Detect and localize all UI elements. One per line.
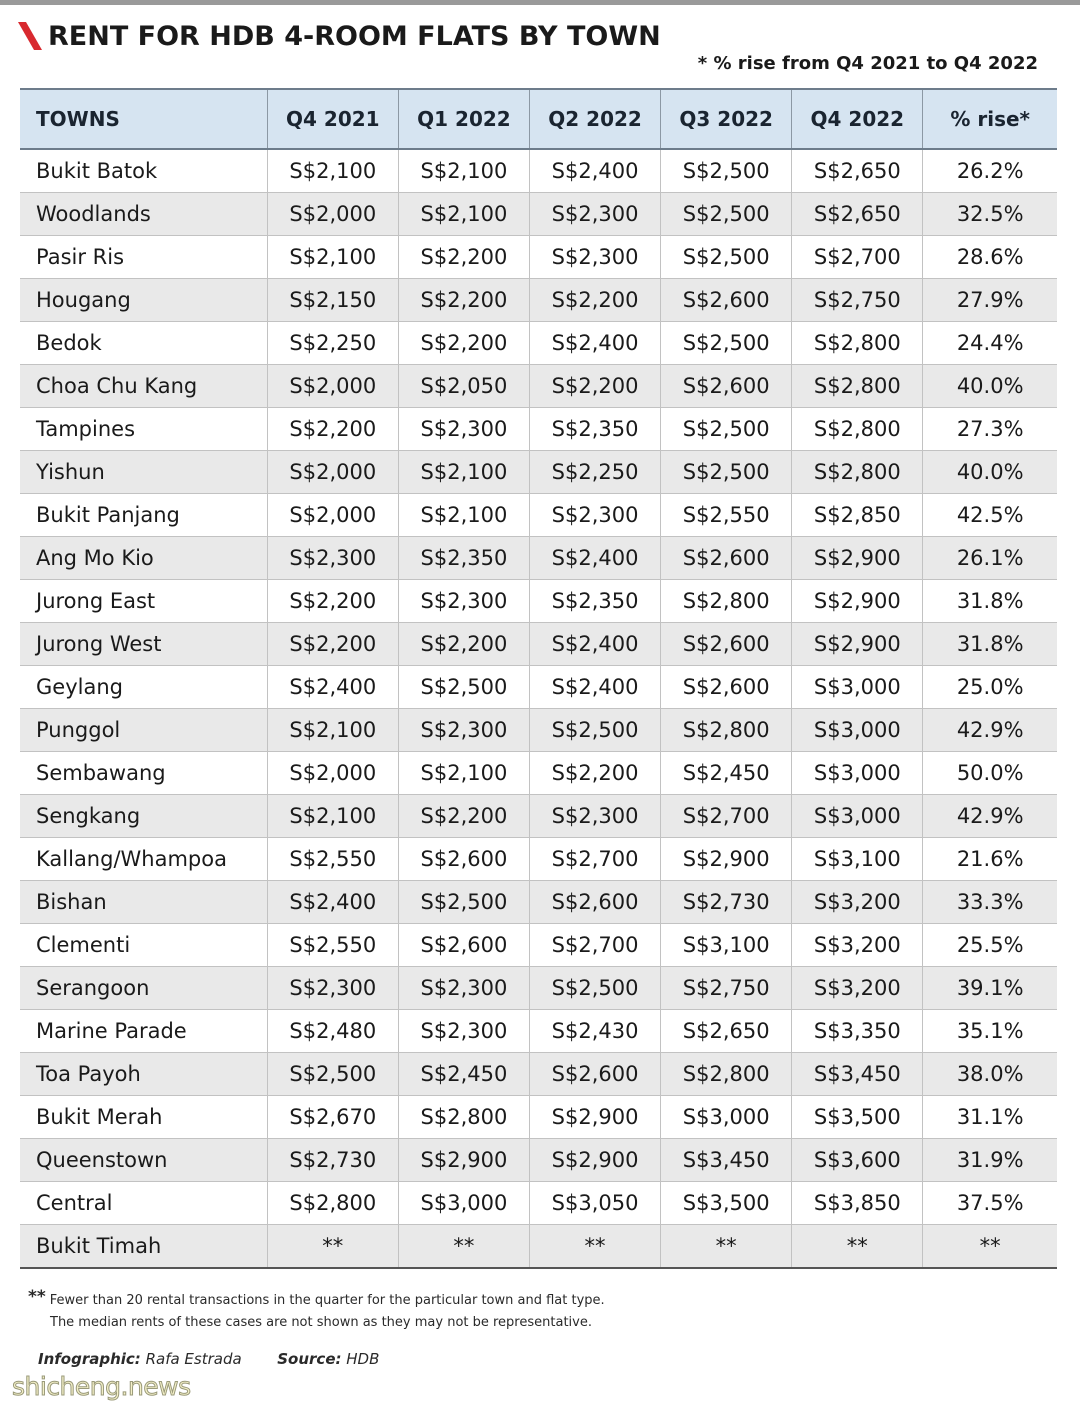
rent-cell: S$2,800 xyxy=(661,709,792,752)
rise-percent-cell: 25.5% xyxy=(923,924,1057,967)
top-rule xyxy=(0,0,1080,5)
rent-cell: S$2,400 xyxy=(267,881,398,924)
rise-percent-cell: 50.0% xyxy=(923,752,1057,795)
rent-cell: S$2,300 xyxy=(529,236,660,279)
table-row xyxy=(20,1053,1057,1096)
rent-cell: S$2,250 xyxy=(267,322,398,365)
town-name-cell: Tampines xyxy=(20,408,267,451)
table-row xyxy=(20,967,1057,1010)
town-name-cell: Serangoon xyxy=(20,967,267,1010)
town-name-cell: Marine Parade xyxy=(20,1010,267,1053)
table-row xyxy=(20,924,1057,967)
rent-cell: S$2,000 xyxy=(267,193,398,236)
source-label: Source: xyxy=(277,1350,342,1368)
rent-cell: S$2,800 xyxy=(792,408,923,451)
column-header: Q2 2022 xyxy=(529,89,660,149)
rent-cell: S$2,800 xyxy=(661,1053,792,1096)
rise-percent-cell: 42.9% xyxy=(923,709,1057,752)
rent-cell: S$3,450 xyxy=(792,1053,923,1096)
rent-cell: S$3,200 xyxy=(792,881,923,924)
rent-cell: S$2,100 xyxy=(398,149,529,193)
table-row xyxy=(20,881,1057,924)
town-name-cell: Jurong East xyxy=(20,580,267,623)
rent-cell: S$2,400 xyxy=(267,666,398,709)
rent-cell: S$2,800 xyxy=(792,365,923,408)
rent-cell: S$2,200 xyxy=(529,365,660,408)
rise-percent-cell: 31.8% xyxy=(923,580,1057,623)
rent-cell: S$3,100 xyxy=(792,838,923,881)
table-row xyxy=(20,236,1057,279)
rent-cell: S$2,800 xyxy=(792,451,923,494)
rent-cell: S$2,900 xyxy=(792,623,923,666)
title-block xyxy=(18,16,661,56)
rent-cell: S$2,000 xyxy=(267,752,398,795)
table-header-row xyxy=(20,89,1057,149)
town-name-cell: Hougang xyxy=(20,279,267,322)
rent-cell: S$2,100 xyxy=(267,236,398,279)
column-header-towns: TOWNS xyxy=(20,89,267,149)
rent-cell: S$2,650 xyxy=(792,149,923,193)
rent-cell: S$2,300 xyxy=(398,967,529,1010)
page-title: RENT FOR HDB 4-ROOM FLATS BY TOWN xyxy=(48,20,661,52)
rent-cell: S$3,000 xyxy=(792,752,923,795)
rent-cell: S$2,700 xyxy=(661,795,792,838)
rent-cell: S$2,500 xyxy=(661,451,792,494)
rent-cell: S$2,300 xyxy=(398,408,529,451)
credits xyxy=(38,1350,379,1368)
rent-cell: ** xyxy=(529,1225,660,1269)
column-header: Q4 2022 xyxy=(792,89,923,149)
rise-percent-cell: 40.0% xyxy=(923,365,1057,408)
footnote-line-2: The median rents of these cases are not shown as they may not be representative. xyxy=(50,1315,592,1330)
table-row xyxy=(20,537,1057,580)
rise-percent-cell: 26.2% xyxy=(923,149,1057,193)
rise-percent-cell: 24.4% xyxy=(923,322,1057,365)
rent-cell: S$3,000 xyxy=(792,795,923,838)
rent-cell: S$2,430 xyxy=(529,1010,660,1053)
rent-cell: S$2,200 xyxy=(398,322,529,365)
rent-cell: S$2,900 xyxy=(529,1096,660,1139)
town-name-cell: Bukit Merah xyxy=(20,1096,267,1139)
town-name-cell: Bukit Panjang xyxy=(20,494,267,537)
rent-cell: S$2,300 xyxy=(398,1010,529,1053)
rent-cell: S$2,600 xyxy=(529,881,660,924)
rise-percent-cell: 40.0% xyxy=(923,451,1057,494)
rent-cell: S$3,000 xyxy=(792,666,923,709)
rent-cell: S$2,400 xyxy=(529,537,660,580)
footnote-marker: ** xyxy=(28,1287,46,1307)
rent-cell: S$2,000 xyxy=(267,365,398,408)
rent-cell: S$2,900 xyxy=(792,537,923,580)
rent-cell: S$2,600 xyxy=(398,924,529,967)
rise-percent-cell: 27.3% xyxy=(923,408,1057,451)
rent-cell: S$2,730 xyxy=(267,1139,398,1182)
column-header: % rise* xyxy=(923,89,1057,149)
rent-cell: S$2,550 xyxy=(661,494,792,537)
table-row xyxy=(20,838,1057,881)
rent-cell: S$2,000 xyxy=(267,494,398,537)
rent-cell: S$2,800 xyxy=(661,580,792,623)
town-name-cell: Pasir Ris xyxy=(20,236,267,279)
rent-cell: S$2,900 xyxy=(792,580,923,623)
rise-percent-cell: ** xyxy=(923,1225,1057,1269)
town-name-cell: Toa Payoh xyxy=(20,1053,267,1096)
rent-cell: S$2,100 xyxy=(398,752,529,795)
rent-cell: S$3,450 xyxy=(661,1139,792,1182)
rent-cell: S$2,100 xyxy=(398,494,529,537)
rise-percent-cell: 31.1% xyxy=(923,1096,1057,1139)
rent-cell: S$2,300 xyxy=(398,709,529,752)
rent-cell: S$2,200 xyxy=(398,279,529,322)
town-name-cell: Punggol xyxy=(20,709,267,752)
rent-cell: S$2,600 xyxy=(661,537,792,580)
rent-cell: S$2,300 xyxy=(529,494,660,537)
rent-cell: S$2,000 xyxy=(267,451,398,494)
infographic-label: Infographic: xyxy=(38,1350,141,1368)
rent-cell: S$3,200 xyxy=(792,967,923,1010)
rent-cell: S$2,200 xyxy=(398,623,529,666)
rise-percent-cell: 39.1% xyxy=(923,967,1057,1010)
rent-cell: S$2,350 xyxy=(398,537,529,580)
rent-cell: S$2,800 xyxy=(398,1096,529,1139)
rent-cell: S$2,450 xyxy=(398,1053,529,1096)
rent-cell: S$2,250 xyxy=(529,451,660,494)
rent-cell: S$2,480 xyxy=(267,1010,398,1053)
table-row xyxy=(20,666,1057,709)
rise-percent-cell: 26.1% xyxy=(923,537,1057,580)
rise-definition-note: * % rise from Q4 2021 to Q4 2022 xyxy=(697,53,1038,74)
rent-cell: S$2,100 xyxy=(267,795,398,838)
table-row xyxy=(20,580,1057,623)
rent-cell: S$2,300 xyxy=(529,795,660,838)
table-row xyxy=(20,795,1057,838)
rent-cell: S$2,550 xyxy=(267,838,398,881)
rent-cell: S$2,050 xyxy=(398,365,529,408)
rent-cell: S$2,730 xyxy=(661,881,792,924)
rent-cell: S$2,500 xyxy=(661,236,792,279)
rent-cell: S$2,900 xyxy=(398,1139,529,1182)
town-name-cell: Jurong West xyxy=(20,623,267,666)
town-name-cell: Sembawang xyxy=(20,752,267,795)
rent-cell: S$2,150 xyxy=(267,279,398,322)
town-name-cell: Choa Chu Kang xyxy=(20,365,267,408)
rent-cell: S$2,550 xyxy=(267,924,398,967)
rent-cell: S$2,600 xyxy=(661,666,792,709)
rent-cell: S$3,050 xyxy=(529,1182,660,1225)
rise-percent-cell: 35.1% xyxy=(923,1010,1057,1053)
table-row xyxy=(20,1182,1057,1225)
town-name-cell: Yishun xyxy=(20,451,267,494)
rent-cell: S$3,850 xyxy=(792,1182,923,1225)
rent-cell: S$2,500 xyxy=(661,322,792,365)
rent-cell: S$2,300 xyxy=(529,193,660,236)
town-name-cell: Ang Mo Kio xyxy=(20,537,267,580)
rent-cell: S$2,300 xyxy=(398,580,529,623)
column-header: Q1 2022 xyxy=(398,89,529,149)
rent-cell: S$2,650 xyxy=(792,193,923,236)
town-name-cell: Bishan xyxy=(20,881,267,924)
table-row xyxy=(20,623,1057,666)
rent-cell: S$3,200 xyxy=(792,924,923,967)
rent-cell: S$2,300 xyxy=(267,537,398,580)
rise-percent-cell: 28.6% xyxy=(923,236,1057,279)
rise-percent-cell: 37.5% xyxy=(923,1182,1057,1225)
table-row xyxy=(20,451,1057,494)
rent-cell: S$2,500 xyxy=(661,408,792,451)
rent-cell: S$2,200 xyxy=(529,279,660,322)
column-header: Q3 2022 xyxy=(661,89,792,149)
table-row xyxy=(20,709,1057,752)
rent-cell: ** xyxy=(792,1225,923,1269)
rise-percent-cell: 21.6% xyxy=(923,838,1057,881)
town-name-cell: Geylang xyxy=(20,666,267,709)
rent-cell: S$2,200 xyxy=(398,795,529,838)
town-name-cell: Queenstown xyxy=(20,1139,267,1182)
rent-cell: S$2,600 xyxy=(529,1053,660,1096)
table-body xyxy=(20,149,1057,1268)
rent-cell: S$2,900 xyxy=(529,1139,660,1182)
rent-cell: S$2,670 xyxy=(267,1096,398,1139)
rent-cell: S$2,400 xyxy=(529,666,660,709)
rent-cell: S$3,000 xyxy=(398,1182,529,1225)
rent-table xyxy=(20,88,1057,1269)
rise-percent-cell: 33.3% xyxy=(923,881,1057,924)
rent-cell: S$2,750 xyxy=(792,279,923,322)
table-row xyxy=(20,149,1057,193)
rent-cell: S$2,200 xyxy=(267,580,398,623)
rise-percent-cell: 31.8% xyxy=(923,623,1057,666)
rent-cell: S$2,900 xyxy=(661,838,792,881)
red-slash-logo-icon xyxy=(18,22,42,50)
rent-cell: S$3,600 xyxy=(792,1139,923,1182)
rent-cell: S$2,500 xyxy=(529,967,660,1010)
rent-cell: S$3,500 xyxy=(792,1096,923,1139)
rent-cell: S$2,650 xyxy=(661,1010,792,1053)
rise-percent-cell: 32.5% xyxy=(923,193,1057,236)
rent-cell: S$2,200 xyxy=(267,623,398,666)
rent-cell: S$2,400 xyxy=(529,322,660,365)
rent-cell: S$2,750 xyxy=(661,967,792,1010)
rise-percent-cell: 38.0% xyxy=(923,1053,1057,1096)
rent-cell: S$2,800 xyxy=(792,322,923,365)
table-row xyxy=(20,494,1057,537)
column-header: Q4 2021 xyxy=(267,89,398,149)
rent-cell: S$2,200 xyxy=(267,408,398,451)
rent-cell: S$2,400 xyxy=(529,149,660,193)
rent-cell: S$2,850 xyxy=(792,494,923,537)
rent-cell: S$2,500 xyxy=(267,1053,398,1096)
table-row xyxy=(20,279,1057,322)
rent-cell: S$2,700 xyxy=(792,236,923,279)
rent-cell: S$2,500 xyxy=(529,709,660,752)
town-name-cell: Kallang/Whampoa xyxy=(20,838,267,881)
rent-cell: S$2,200 xyxy=(398,236,529,279)
rent-cell: S$2,500 xyxy=(661,149,792,193)
rent-cell: S$3,350 xyxy=(792,1010,923,1053)
infographic-credit: Rafa Estrada xyxy=(145,1350,242,1368)
rent-cell: S$3,500 xyxy=(661,1182,792,1225)
town-name-cell: Woodlands xyxy=(20,193,267,236)
table-row xyxy=(20,322,1057,365)
footnote xyxy=(28,1287,605,1330)
rent-cell: ** xyxy=(267,1225,398,1269)
rent-cell: S$2,450 xyxy=(661,752,792,795)
watermark: shicheng.news xyxy=(12,1372,191,1401)
rent-cell: S$2,700 xyxy=(529,838,660,881)
rent-cell: S$2,200 xyxy=(529,752,660,795)
footnote-line-1: Fewer than 20 rental transactions in the quarter for the particular town and flat type. xyxy=(49,1293,605,1308)
town-name-cell: Bedok xyxy=(20,322,267,365)
rent-cell: S$2,100 xyxy=(398,451,529,494)
town-name-cell: Sengkang xyxy=(20,795,267,838)
rent-cell: S$2,500 xyxy=(398,666,529,709)
rise-percent-cell: 25.0% xyxy=(923,666,1057,709)
rent-cell: S$2,700 xyxy=(529,924,660,967)
rent-cell: S$2,350 xyxy=(529,580,660,623)
rise-percent-cell: 42.9% xyxy=(923,795,1057,838)
rent-cell: S$2,600 xyxy=(661,279,792,322)
town-name-cell: Bukit Batok xyxy=(20,149,267,193)
table-row xyxy=(20,193,1057,236)
table-row xyxy=(20,752,1057,795)
rent-cell: S$2,350 xyxy=(529,408,660,451)
table-row xyxy=(20,365,1057,408)
rent-cell: ** xyxy=(661,1225,792,1269)
rent-cell: S$2,100 xyxy=(398,193,529,236)
rise-percent-cell: 31.9% xyxy=(923,1139,1057,1182)
table-row xyxy=(20,1096,1057,1139)
rent-cell: S$2,100 xyxy=(267,149,398,193)
rent-cell: S$2,100 xyxy=(267,709,398,752)
rent-cell: S$3,100 xyxy=(661,924,792,967)
table-row xyxy=(20,408,1057,451)
rent-cell: S$2,400 xyxy=(529,623,660,666)
table-row xyxy=(20,1010,1057,1053)
rent-cell: S$2,600 xyxy=(661,623,792,666)
town-name-cell: Clementi xyxy=(20,924,267,967)
rent-cell: S$2,800 xyxy=(267,1182,398,1225)
rent-cell: S$2,600 xyxy=(661,365,792,408)
town-name-cell: Central xyxy=(20,1182,267,1225)
rent-cell: S$2,600 xyxy=(398,838,529,881)
rent-cell: S$3,000 xyxy=(792,709,923,752)
rent-cell: S$2,500 xyxy=(661,193,792,236)
source-credit: HDB xyxy=(346,1350,380,1368)
rent-cell: ** xyxy=(398,1225,529,1269)
town-name-cell: Bukit Timah xyxy=(20,1225,267,1269)
table-row xyxy=(20,1139,1057,1182)
rent-cell: S$2,500 xyxy=(398,881,529,924)
rent-cell: S$2,300 xyxy=(267,967,398,1010)
rent-cell: S$3,000 xyxy=(661,1096,792,1139)
rise-percent-cell: 27.9% xyxy=(923,279,1057,322)
table-row xyxy=(20,1225,1057,1269)
rise-percent-cell: 42.5% xyxy=(923,494,1057,537)
